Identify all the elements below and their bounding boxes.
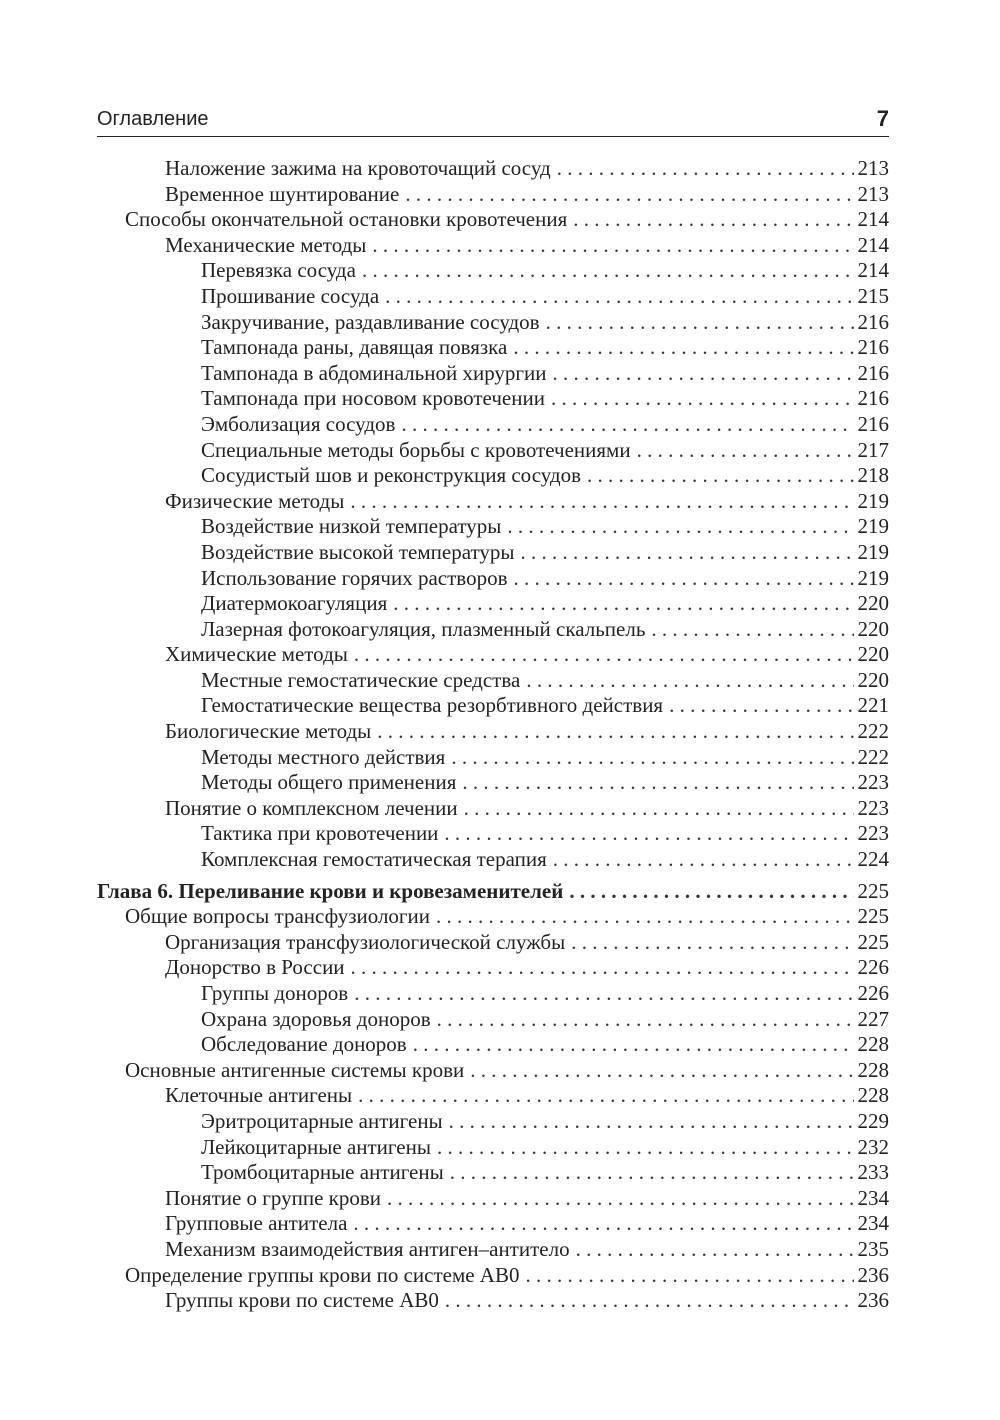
toc-entry[interactable] xyxy=(97,233,889,259)
toc-entry-title: Тактика при кровотечении xyxy=(201,821,439,846)
toc-entry-title: Обследование доноров xyxy=(201,1032,407,1057)
dot-leader xyxy=(557,156,854,182)
toc-entry[interactable] xyxy=(97,1186,889,1212)
toc-entry-title: Общие вопросы трансфузиологии xyxy=(125,904,431,929)
toc-entry-page: 228 xyxy=(857,1083,889,1108)
toc-entry-title: Охрана здоровья доноров xyxy=(201,1006,431,1031)
toc-entry-page: 225 xyxy=(857,878,889,903)
toc-entry-title: Тампонада в абдоминальной хирургии xyxy=(201,360,547,385)
dot-leader xyxy=(354,642,854,668)
toc-entry-page: 229 xyxy=(857,1108,889,1133)
toc-entry[interactable] xyxy=(97,904,889,930)
toc-entry-page: 220 xyxy=(857,616,889,641)
toc-chapter-entry[interactable] xyxy=(97,879,889,905)
toc-entry[interactable] xyxy=(97,284,889,310)
toc-entry[interactable] xyxy=(97,1263,889,1289)
toc-entry[interactable] xyxy=(97,182,889,208)
toc-entry-title: Прошивание сосуда xyxy=(201,283,380,308)
toc-entry-title: Понятие о комплексном лечении xyxy=(165,795,458,820)
dot-leader xyxy=(449,1109,854,1135)
dot-leader xyxy=(450,1160,854,1186)
dot-leader xyxy=(651,617,853,643)
toc-entry-title: Биологические методы xyxy=(165,719,372,744)
toc-entry-title: Основные антигенные системы крови xyxy=(125,1057,465,1082)
toc-entry[interactable] xyxy=(97,1083,889,1109)
dot-leader xyxy=(451,745,853,771)
dot-leader xyxy=(444,821,853,847)
toc-entry-page: 233 xyxy=(857,1160,889,1185)
toc-entry[interactable] xyxy=(97,981,889,1007)
dot-leader xyxy=(637,438,854,464)
dot-leader xyxy=(445,1288,854,1314)
toc-entry-title: Эмболизация сосудов xyxy=(201,411,396,436)
toc-entry[interactable] xyxy=(97,386,889,412)
toc-entry-title: Временное шунтирование xyxy=(165,181,400,206)
toc-entry-title: Определение группы крови по системе AB0 xyxy=(125,1262,520,1287)
dot-leader xyxy=(551,386,854,412)
toc-entry[interactable] xyxy=(97,540,889,566)
toc-entry-title: Понятие о группе крови xyxy=(165,1185,382,1210)
toc-entry[interactable] xyxy=(97,566,889,592)
toc-entry-title: Воздействие высокой температуры xyxy=(201,539,515,564)
toc-entry-page: 222 xyxy=(857,719,889,744)
toc-entry-title: Химические методы xyxy=(165,642,348,667)
dot-leader xyxy=(464,796,854,822)
toc-entry[interactable] xyxy=(97,770,889,796)
toc-entry-page: 216 xyxy=(857,309,889,334)
toc-entry-title: Диатермокоагуляция xyxy=(201,591,388,616)
toc-entry-title: Использование горячих растворов xyxy=(201,565,508,590)
dot-leader xyxy=(553,847,854,873)
toc-entry[interactable] xyxy=(97,930,889,956)
toc-entry-page: 218 xyxy=(857,463,889,488)
toc-entry-title: Комплексная гемостатическая терапия xyxy=(201,847,547,872)
toc-entry-page: 216 xyxy=(857,360,889,385)
toc-entry-page: 228 xyxy=(857,1057,889,1082)
dot-leader xyxy=(358,1083,853,1109)
dot-leader xyxy=(513,335,853,361)
dot-leader xyxy=(362,258,854,284)
toc-entry-page: 219 xyxy=(857,488,889,513)
dot-leader xyxy=(436,904,853,930)
toc-entry-page: 227 xyxy=(857,1006,889,1031)
toc-entry-title: Механические методы xyxy=(165,232,367,257)
toc-entry-title: Воздействие низкой температуры xyxy=(201,514,502,539)
toc-entry-title: Перевязка сосуда xyxy=(201,258,356,283)
toc-entry-title: Способы окончательной остановки кровотечения xyxy=(125,207,568,232)
toc-entry[interactable] xyxy=(97,591,889,617)
dot-leader xyxy=(350,489,853,515)
toc-entry-title: Группы крови по системе AB0 xyxy=(165,1288,439,1313)
toc-entry-page: 223 xyxy=(857,795,889,820)
toc-entry[interactable] xyxy=(97,310,889,336)
toc-entry-page: 220 xyxy=(857,642,889,667)
toc-entry-page: 222 xyxy=(857,744,889,769)
dot-leader xyxy=(372,233,853,259)
toc-entry-title: Специальные методы борьбы с кровотечениями xyxy=(201,437,631,462)
toc-entry-title: Методы местного действия xyxy=(201,744,446,769)
toc-entry[interactable] xyxy=(97,463,889,489)
toc-entry[interactable] xyxy=(97,514,889,540)
toc-entry-page: 216 xyxy=(857,335,889,360)
dot-leader xyxy=(385,284,853,310)
toc-entry-page: 225 xyxy=(857,904,889,929)
toc-entry[interactable] xyxy=(97,361,889,387)
toc-entry-title: Местные гемостатические средства xyxy=(201,667,521,692)
toc-entry-title: Организация трансфузиологической службы xyxy=(165,929,566,954)
toc-entry-page: 234 xyxy=(857,1211,889,1236)
toc-entry[interactable] xyxy=(97,617,889,643)
toc-entry[interactable] xyxy=(97,335,889,361)
toc-entry-title: Клеточные антигены xyxy=(165,1083,353,1108)
dot-leader xyxy=(514,566,854,592)
toc-entry-title: Лейкоцитарные антигены xyxy=(201,1134,431,1159)
dot-leader xyxy=(393,591,853,617)
toc-entry-title: Гемостатические вещества резорбтивного действия xyxy=(201,693,664,718)
toc-entry-title: Донорство в России xyxy=(165,955,345,980)
toc-entry[interactable] xyxy=(97,821,889,847)
running-header-title: Оглавление xyxy=(97,108,209,130)
toc-entry-page: 236 xyxy=(857,1288,889,1313)
toc-entry[interactable] xyxy=(97,1237,889,1263)
toc-entry-page: 216 xyxy=(857,386,889,411)
toc-entry-page: 216 xyxy=(857,411,889,436)
toc-entry[interactable] xyxy=(97,1109,889,1135)
toc-entry-title: Наложение зажима на кровоточащий сосуд xyxy=(165,156,551,180)
toc-entry-page: 213 xyxy=(857,181,889,206)
dot-leader xyxy=(351,955,854,981)
toc-entry-page: 219 xyxy=(857,514,889,539)
toc-entry-page: 221 xyxy=(857,693,889,718)
toc-entry-title: Методы общего применения xyxy=(201,770,457,795)
toc-entry-page: 223 xyxy=(857,821,889,846)
toc-entry-title: Тампонада при носовом кровотечении xyxy=(201,386,545,411)
toc-entry[interactable] xyxy=(97,412,889,438)
toc-entry-page: 213 xyxy=(857,156,889,180)
dot-leader xyxy=(525,1263,853,1289)
dot-leader xyxy=(576,1237,854,1263)
dot-leader xyxy=(387,1186,853,1212)
toc-entry-page: 217 xyxy=(857,437,889,462)
dot-leader xyxy=(553,361,854,387)
toc-entry-page: 215 xyxy=(857,283,889,308)
dot-leader xyxy=(573,207,853,233)
toc-entry-title: Физические методы xyxy=(165,488,345,513)
toc-entry-title: Групповые антитела xyxy=(165,1211,348,1236)
toc-entry-title: Лазерная фотокоагуляция, плазменный скальпель xyxy=(201,616,646,641)
toc-entry-page: 219 xyxy=(857,565,889,590)
dot-leader xyxy=(437,1007,854,1033)
toc-entry-page: 214 xyxy=(857,258,889,283)
dot-leader xyxy=(546,310,854,336)
dot-leader xyxy=(521,540,854,566)
toc-entry[interactable] xyxy=(97,719,889,745)
toc-entry-page: 226 xyxy=(857,955,889,980)
toc-entry-page: 220 xyxy=(857,591,889,616)
dot-leader xyxy=(571,930,853,956)
toc-entry[interactable] xyxy=(97,1135,889,1161)
toc-entry-page: 234 xyxy=(857,1185,889,1210)
toc-entry[interactable] xyxy=(97,438,889,464)
table-of-contents xyxy=(97,156,889,1314)
toc-entry-title: Механизм взаимодействия антиген–антитело xyxy=(165,1236,570,1261)
toc-entry-title: Тампонада раны, давящая повязка xyxy=(201,335,508,360)
toc-entry[interactable] xyxy=(97,668,889,694)
toc-entry-page: 235 xyxy=(857,1236,889,1261)
toc-entry[interactable] xyxy=(97,745,889,771)
dot-leader xyxy=(353,1211,853,1237)
toc-entry-page: 225 xyxy=(857,929,889,954)
toc-entry-title: Группы доноров xyxy=(201,981,349,1005)
toc-entry[interactable] xyxy=(97,1032,889,1058)
toc-entry-page: 236 xyxy=(857,1262,889,1287)
toc-entry-page: 214 xyxy=(857,207,889,232)
toc-entry[interactable] xyxy=(97,847,889,873)
toc-entry[interactable] xyxy=(97,489,889,515)
toc-entry[interactable] xyxy=(97,642,889,668)
dot-leader xyxy=(377,719,853,745)
dot-leader xyxy=(507,514,853,540)
toc-entry[interactable] xyxy=(97,796,889,822)
toc-entry[interactable] xyxy=(97,1288,889,1314)
toc-entry-page: 219 xyxy=(857,539,889,564)
toc-entry[interactable] xyxy=(97,1007,889,1033)
dot-leader xyxy=(569,879,853,905)
dot-leader xyxy=(462,770,853,796)
running-header xyxy=(97,108,889,137)
dot-leader xyxy=(437,1135,854,1161)
dot-leader xyxy=(669,693,853,719)
toc-entry-page: 224 xyxy=(857,847,889,872)
toc-entry-page: 232 xyxy=(857,1134,889,1159)
dot-leader xyxy=(401,412,853,438)
toc-entry-title: Закручивание, раздавливание сосудов xyxy=(201,309,540,334)
toc-entry-page: 228 xyxy=(857,1032,889,1057)
dot-leader xyxy=(405,182,853,208)
dot-leader xyxy=(526,668,853,694)
toc-entry[interactable] xyxy=(97,1058,889,1084)
toc-entry-title: Сосудистый шов и реконструкция сосудов xyxy=(201,463,582,488)
toc-entry[interactable] xyxy=(97,207,889,233)
dot-leader xyxy=(587,463,853,489)
toc-entry-title: Эритроцитарные антигены xyxy=(201,1108,443,1133)
toc-entry[interactable] xyxy=(97,156,889,182)
toc-entry-page: 223 xyxy=(857,770,889,795)
toc-entry[interactable] xyxy=(97,1211,889,1237)
toc-entry-title: Глава 6. Переливание крови и кровезаменителей xyxy=(97,878,564,903)
page-number: 7 xyxy=(876,106,889,131)
toc-entry-page: 226 xyxy=(857,981,889,1005)
toc-entry-title: Тромбоцитарные антигены xyxy=(201,1160,444,1185)
toc-entry[interactable] xyxy=(97,693,889,719)
toc-entry-page: 220 xyxy=(857,667,889,692)
toc-entry[interactable] xyxy=(97,1160,889,1186)
dot-leader xyxy=(413,1032,854,1058)
dot-leader xyxy=(470,1058,853,1084)
dot-leader xyxy=(354,981,853,1007)
toc-entry[interactable] xyxy=(97,258,889,284)
toc-entry-page: 214 xyxy=(857,232,889,257)
toc-entry[interactable] xyxy=(97,955,889,981)
